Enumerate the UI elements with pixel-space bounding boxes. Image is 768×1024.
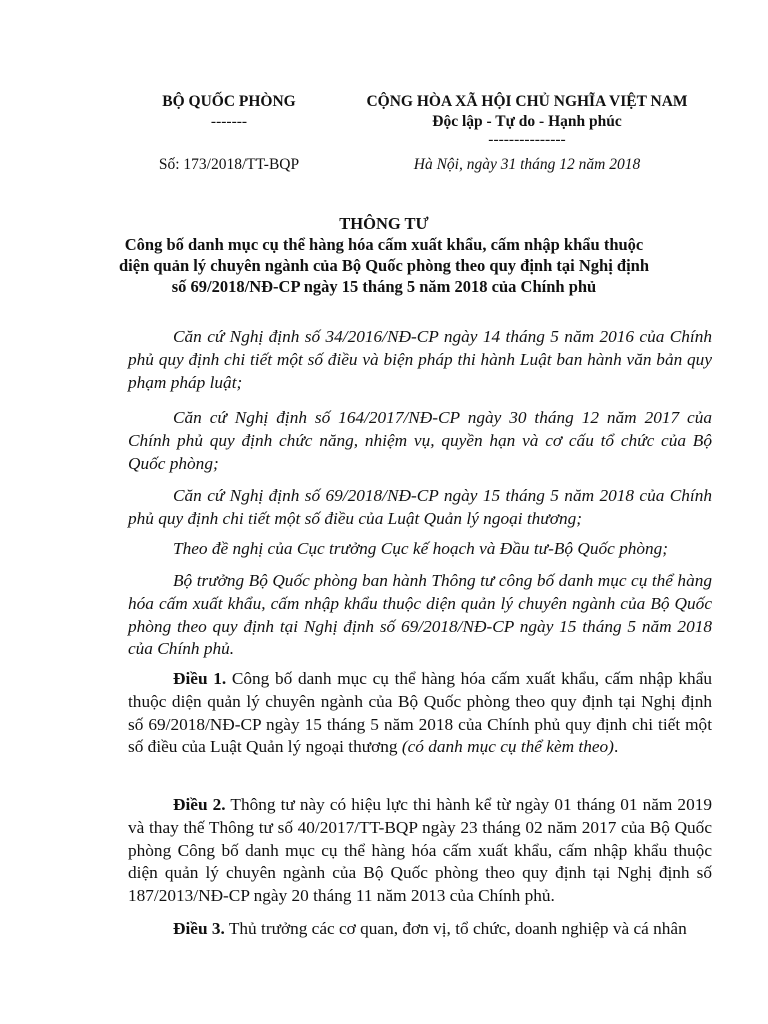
article-2-label: Điều 2. xyxy=(173,795,226,814)
article-1 xyxy=(128,668,712,759)
document-type-title: THÔNG TƯ xyxy=(339,214,429,233)
article-1-note: (có danh mục cụ thể kèm theo) xyxy=(401,737,614,757)
article-2 xyxy=(128,794,712,908)
issuing-agency: BỘ QUỐC PHÒNG xyxy=(162,93,296,110)
motto-rule: --------------- xyxy=(488,131,566,148)
country-name: CỘNG HÒA XÃ HỘI CHỦ NGHĨA VIỆT NAM xyxy=(366,93,688,110)
document-number: Số: 173/2018/TT-BQP xyxy=(158,156,300,173)
article-1-text: Công bố danh mục cụ thể hàng hóa cấm xuất khẩu, cấm nhập khẩu thuộc diện quản lý chuyên ngành của Bộ Quốc phòng theo quy định tại Nghị định số 69/2018/NĐ-CP ngày 15 tháng 5 năm 2018 của Chính phủ quy định chi tiết một số điều của Luật Quản lý ngoại thương xyxy=(128,669,713,757)
article-3-text: Thủ trưởng các cơ quan, đơn vị, tổ chức, doanh nghiệp và cá nhân xyxy=(228,919,687,938)
preamble-paragraph: Căn cứ Nghị định số 164/2017/NĐ-CP ngày 30 tháng 12 năm 2017 của Chính phủ quy định chức năng, nhiệm vụ, quyền hạn và cơ cấu tổ chức của Bộ Quốc phòng; xyxy=(128,408,712,473)
national-motto: Độc lập - Tự do - Hạnh phúc xyxy=(432,113,622,130)
preamble-paragraph: Bộ trưởng Bộ Quốc phòng ban hành Thông tư công bố danh mục cụ thể hàng hóa cấm xuất khẩu, cấm nhập khẩu thuộc diện quản lý chuyên ngành của Bộ Quốc phòng theo quy định tại Nghị định số 69/2018/NĐ-CP ngày 15 tháng 5 năm 2018 của Chính phủ. xyxy=(128,571,712,659)
article-2-text: Thông tư này có hiệu lực thi hành kể từ ngày 01 tháng 01 năm 2019 và thay thế Thông tư số 40/2017/TT-BQP ngày 23 tháng 02 năm 2017 của Bộ Quốc phòng Công bố danh mục cụ thể hàng hóa cấm xuất khẩu, cấm nhập khẩu thuộc diện quản lý chuyên ngành của Bộ Quốc phòng theo quy định tại Nghị định số 187/2013/NĐ-CP ngày 20 tháng 11 năm 2013 của Chính phủ. xyxy=(128,795,712,906)
preamble-paragraph: Theo đề nghị của Cục trưởng Cục kế hoạch và Đầu tư-Bộ Quốc phòng; xyxy=(173,539,669,558)
preamble-paragraph: Căn cứ Nghị định số 34/2016/NĐ-CP ngày 14 tháng 5 năm 2016 của Chính phủ quy định chi tiết một số điều và biện pháp thi hành Luật ban hành văn bản quy phạm pháp luật; xyxy=(128,327,712,392)
article-3 xyxy=(128,918,712,941)
article-1-end: . xyxy=(613,737,619,757)
title-line-3: số 69/2018/NĐ-CP ngày 15 tháng 5 năm 2018 của Chính phủ xyxy=(171,277,597,296)
place-and-date: Hà Nội, ngày 31 tháng 12 năm 2018 xyxy=(413,156,641,173)
article-3-label: Điều 3. xyxy=(173,919,225,938)
title-line-1: Công bố danh mục cụ thể hàng hóa cấm xuất khẩu, cấm nhập khẩu thuộc xyxy=(124,235,644,254)
article-1-label: Điều 1. xyxy=(173,669,227,688)
agency-rule: ------- xyxy=(210,113,248,130)
title-line-2: diện quản lý chuyên ngành của Bộ Quốc phòng theo quy định tại Nghị định xyxy=(118,256,650,275)
preamble-paragraph: Căn cứ Nghị định số 69/2018/NĐ-CP ngày 15 tháng 5 năm 2018 của Chính phủ quy định chi tiết một số điều của Luật Quản lý ngoại thương; xyxy=(128,486,712,528)
